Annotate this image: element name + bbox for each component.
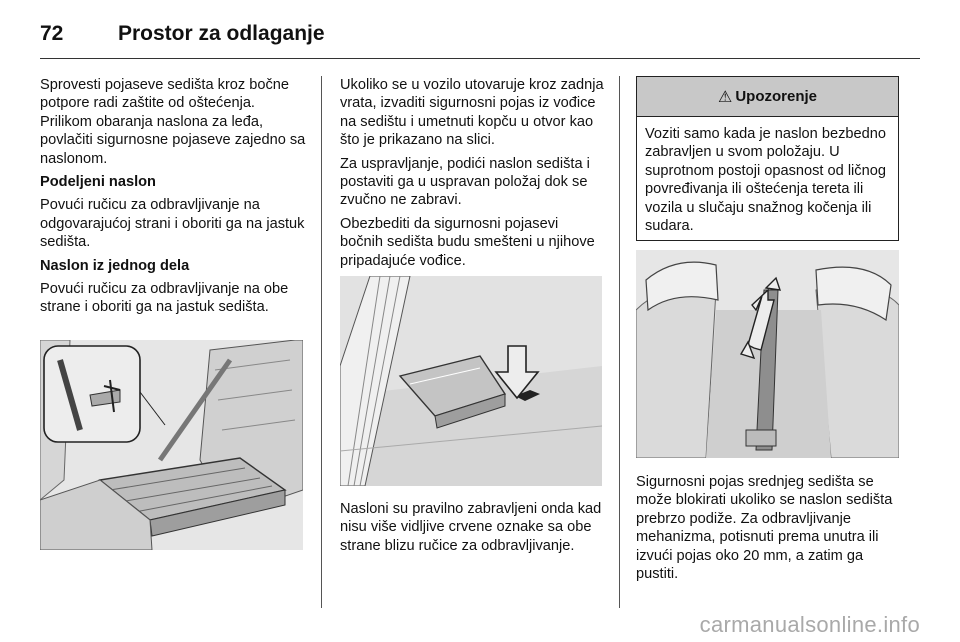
split-backrest-paragraph: Povući ručicu za odbravljivanje na odgovarajućoj strani i oboriti ga na jastuk sedišta. <box>40 197 305 251</box>
center-belt-illustration <box>636 250 899 458</box>
one-piece-backrest-paragraph: Povući ručicu za odbravljivanje na obe strane i oboriti ga na jastuk sedišta. <box>40 281 289 316</box>
column-2-bottom <box>340 500 604 555</box>
column-1 <box>40 76 306 322</box>
column-divider-1 <box>321 76 322 608</box>
watermark: carmanualsonline.info <box>699 612 920 637</box>
page-number: 72 <box>40 22 64 45</box>
warning-header <box>637 77 898 117</box>
rear-door-loading-paragraph: Ukoliko se u vozilo utovaruje kroz zadnja vrata, izvaditi sigurnosni pojas iz vođice na sedištu i umetnuti kopču u otvor kao što je prikazano na slici. <box>340 77 604 149</box>
column-2 <box>340 76 604 275</box>
folded-seat-illustration <box>40 340 303 550</box>
intro-paragraph: Sprovesti pojaseve sedišta kroz bočne potpore radi zaštite od oštećenja. Prilikom obaranja naslona za leđa, povlačiti sigurnosne pojaseve zajedno sa naslonom. <box>40 77 306 167</box>
warning-box <box>636 76 899 241</box>
heading-split-backrest: Podeljeni naslon <box>40 174 156 191</box>
side-belts-paragraph: Obezbediti da sigurnosni pojasevi bočnih sedišta budu smešteni u njihove pripadajuće vođice. <box>340 215 595 269</box>
heading-one-piece-backrest: Naslon iz jednog dela <box>40 257 190 274</box>
column-3-bottom <box>636 473 902 583</box>
warning-triangle-icon: ⚠ <box>717 88 733 106</box>
header-rule <box>40 58 920 59</box>
center-belt-paragraph: Sigurnosni pojas srednjeg sedišta se može blokirati ukoliko se naslon sedišta prebrzo podiže. Za odbravljivanje mehanizma, potisnuti prema unutra ili izvući pojas oko 20 mm, a zatim ga pustiti. <box>636 474 893 583</box>
raise-backrest-paragraph: Za uspravljanje, podići naslon sedišta i postaviti ga u uspravan položaj dok se zvučno ne zabravi. <box>340 155 590 209</box>
column-divider-2 <box>619 76 620 608</box>
backrest-locked-paragraph: Nasloni su pravilno zabravljeni onda kad nisu više vidljive crvene oznake sa obe strane blizu ručice za odbravljivanje. <box>340 501 602 554</box>
belt-buckle-slot-illustration <box>340 276 602 486</box>
warning-title: Upozorenje <box>735 88 818 105</box>
warning-text: Voziti samo kada je naslon bezbedno zabravljen u svom položaju. U suprotnom postoji opasnost od ličnog povređivanja ili oštećenja tereta ili vozila u slučaju snažnog kočenja ili sudara. <box>645 126 886 235</box>
page-title: Prostor za odlaganje <box>118 22 325 45</box>
page-header <box>40 14 325 54</box>
